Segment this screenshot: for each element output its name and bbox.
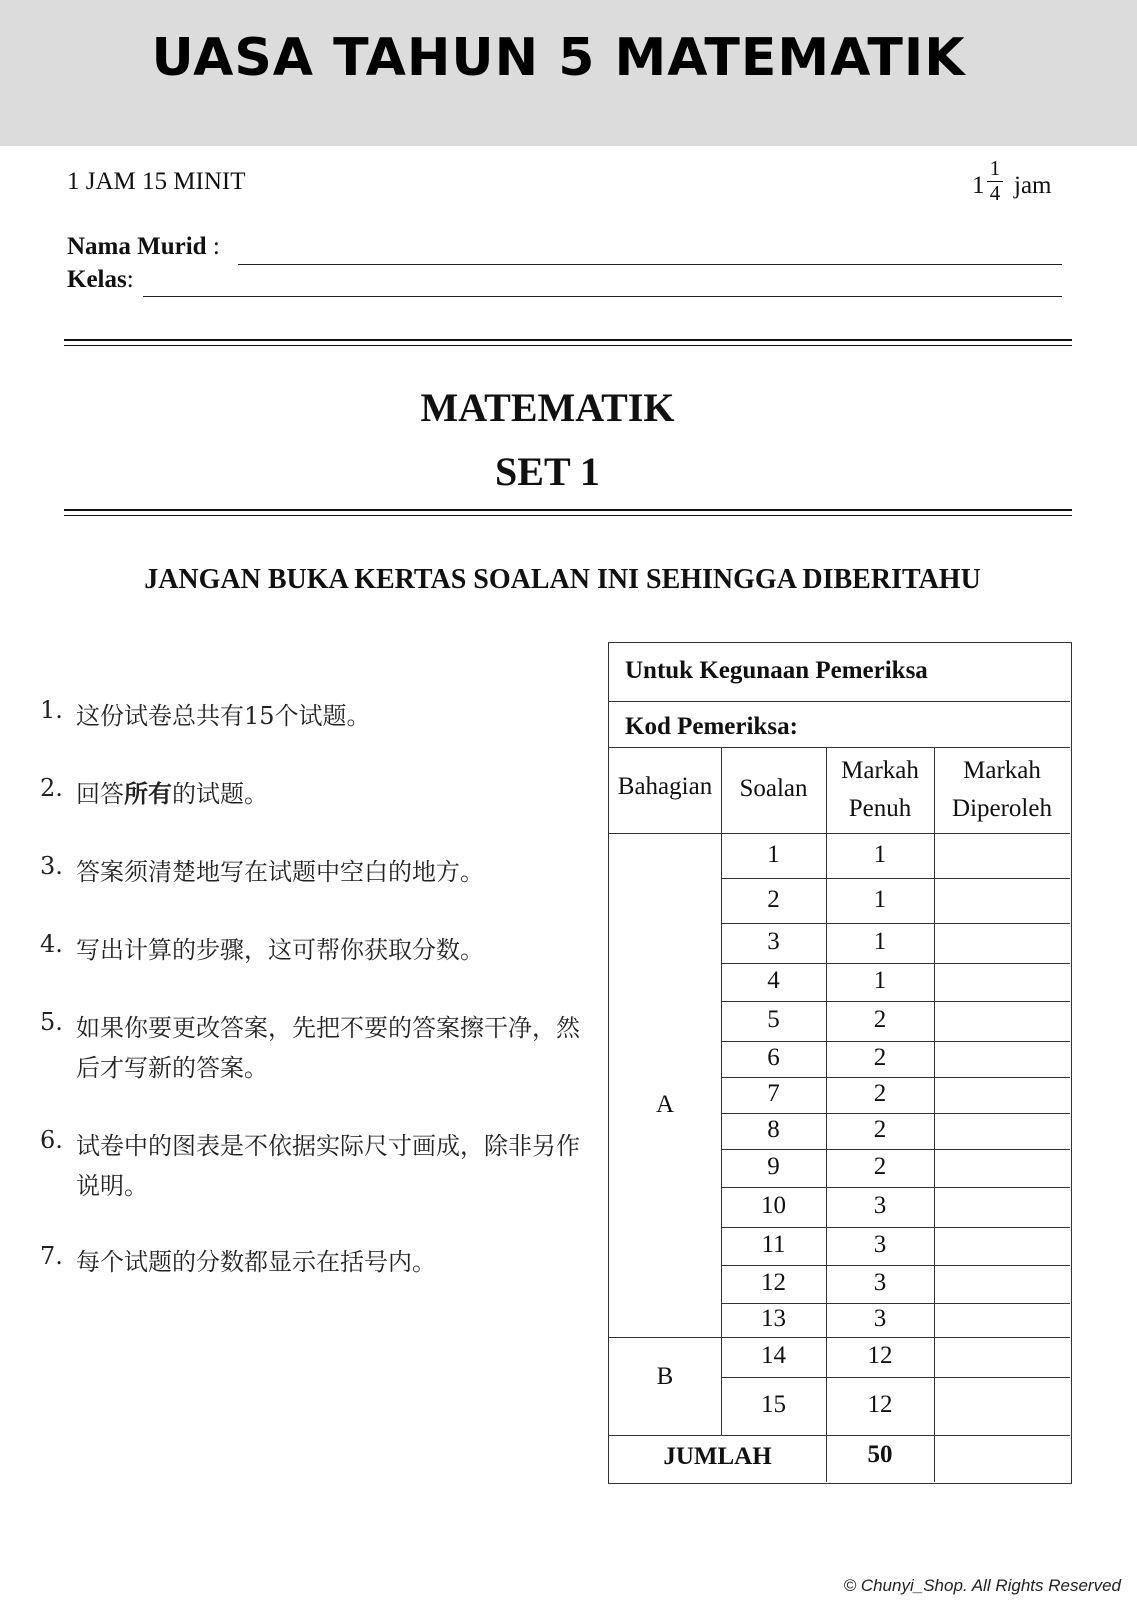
examiner-table-title: Untuk Kegunaan Pemeriksa <box>625 657 928 684</box>
question-number-cell: 10 <box>761 1192 786 1219</box>
obtained-mark-cell[interactable] <box>935 964 1070 1000</box>
header-banner <box>0 0 1137 146</box>
instruction-text <box>76 774 596 814</box>
subject-heading: MATEMATIK <box>420 385 675 430</box>
obtained-mark-cell[interactable] <box>935 1304 1070 1336</box>
section-a-label: A <box>655 1091 675 1118</box>
section-b-label: B <box>656 1363 674 1390</box>
obtained-mark-cell[interactable] <box>935 1078 1070 1112</box>
total-label: JUMLAH <box>663 1443 772 1470</box>
examiner-code-label: Kod Pemeriksa: <box>625 713 798 740</box>
question-number-cell: 5 <box>767 1006 780 1033</box>
obtained-mark-cell[interactable] <box>935 924 1070 962</box>
table-rule <box>609 1337 1070 1338</box>
instruction-number: 5. <box>40 1008 63 1036</box>
obtained-mark-cell[interactable] <box>935 1228 1070 1264</box>
table-rule <box>609 701 1070 702</box>
class-label: Kelas <box>67 266 127 293</box>
duration-unit: jam <box>1014 172 1052 199</box>
question-number-cell: 11 <box>761 1231 786 1258</box>
obtained-mark-cell[interactable] <box>935 1378 1070 1434</box>
table-rule <box>609 747 1070 748</box>
question-number-cell: 2 <box>767 885 780 913</box>
divider-top <box>64 339 1072 346</box>
instruction-text: 这份试卷总共有15个试题。 <box>76 702 371 730</box>
question-number-cell: 14 <box>761 1342 786 1369</box>
student-name-row <box>67 233 220 261</box>
full-mark-cell: 12 <box>867 1342 893 1369</box>
examiner-score-table <box>608 642 1072 1484</box>
obtained-mark-cell[interactable] <box>935 1042 1070 1076</box>
instruction-number: 3. <box>40 852 63 880</box>
question-number-cell: 8 <box>767 1116 780 1143</box>
total-value: 50 <box>867 1441 893 1468</box>
full-mark-cell: 1 <box>873 928 887 955</box>
divider-bottom <box>64 509 1072 516</box>
duration-text: 1 JAM 15 MINIT <box>67 168 246 195</box>
warning-notice: JANGAN BUKA KERTAS SOALAN INI SEHINGGA DIBERITAHU <box>144 564 981 595</box>
question-number-cell: 4 <box>767 967 780 994</box>
question-number-cell: 3 <box>767 928 780 955</box>
set-heading: SET 1 <box>495 449 600 494</box>
header-obtained-line1: Markah <box>963 757 1041 784</box>
copyright-footer: © Chunyi_Shop. All Rights Reserved <box>843 1576 1121 1595</box>
question-number-cell: 12 <box>761 1269 786 1296</box>
class-separator: : <box>126 266 134 293</box>
instruction-number: 1. <box>40 696 63 724</box>
header-question: Soalan <box>739 775 808 802</box>
full-mark-cell: 1 <box>873 840 887 868</box>
obtained-mark-cell[interactable] <box>935 834 1070 877</box>
full-mark-cell: 3 <box>873 1231 887 1258</box>
header-full-mark-line2: Penuh <box>848 795 912 822</box>
document-title: UASA TAHUN 5 MATEMATIK <box>151 28 966 88</box>
obtained-mark-cell[interactable] <box>935 1338 1070 1376</box>
instruction-emphasis: 所有 <box>124 779 172 808</box>
question-number-cell: 13 <box>761 1305 786 1332</box>
instruction-number: 7. <box>40 1242 63 1270</box>
full-mark-cell: 3 <box>873 1305 887 1332</box>
student-name-label: Nama Murid <box>67 233 207 260</box>
obtained-mark-cell[interactable] <box>935 1114 1070 1148</box>
full-mark-cell: 2 <box>873 1116 887 1143</box>
full-mark-cell: 3 <box>873 1269 887 1296</box>
header-full-mark-line1: Markah <box>841 757 919 784</box>
full-mark-cell: 1 <box>873 967 887 994</box>
instruction-text: 答案须清楚地写在试题中空白的地方。 <box>76 858 484 886</box>
obtained-mark-cell[interactable] <box>935 1002 1070 1040</box>
total-obtained-cell[interactable] <box>935 1436 1070 1482</box>
header-obtained-line2: Diperoleh <box>952 795 1052 822</box>
instruction-text-part: 回答 <box>76 780 124 808</box>
question-number-cell: 9 <box>767 1153 780 1180</box>
full-mark-cell: 2 <box>873 1153 887 1180</box>
question-number-cell: 6 <box>767 1044 780 1071</box>
full-mark-cell: 3 <box>873 1192 887 1219</box>
question-number-cell: 1 <box>767 840 780 868</box>
class-row <box>67 266 134 294</box>
full-mark-cell: 12 <box>867 1391 893 1418</box>
instruction-text: 试卷中的图表是不依据实际尺寸画成，除非另作说明。 <box>76 1132 580 1200</box>
duration-whole: 1 <box>972 172 985 199</box>
instruction-number: 2. <box>40 774 63 802</box>
obtained-mark-cell[interactable] <box>935 879 1070 922</box>
instruction-number: 6. <box>40 1126 63 1154</box>
question-number-cell: 7 <box>767 1080 780 1107</box>
instruction-text: 每个试题的分数都显示在括号内。 <box>76 1248 436 1276</box>
instruction-number: 4. <box>40 930 63 958</box>
duration-fraction-part <box>987 158 1003 204</box>
full-mark-cell: 2 <box>873 1080 887 1107</box>
full-mark-cell: 2 <box>873 1006 887 1033</box>
student-name-separator: : <box>206 233 220 260</box>
class-field[interactable] <box>143 296 1062 297</box>
question-number-cell: 15 <box>761 1391 786 1418</box>
header-section: Bahagian <box>617 773 713 800</box>
fraction-denominator: 4 <box>989 181 1001 205</box>
instruction-text-part: 的试题。 <box>172 780 268 808</box>
obtained-mark-cell[interactable] <box>935 1266 1070 1302</box>
obtained-mark-cell[interactable] <box>935 1150 1070 1186</box>
instruction-text: 写出计算的步骤，这可帮你获取分数。 <box>76 936 484 964</box>
student-name-field[interactable] <box>238 264 1062 265</box>
full-mark-cell: 2 <box>873 1044 887 1071</box>
fraction-numerator: 1 <box>989 156 1001 180</box>
obtained-mark-cell[interactable] <box>935 1188 1070 1226</box>
full-mark-cell: 1 <box>873 885 887 913</box>
instruction-text: 如果你要更改答案，先把不要的答案擦干净，然后才写新的答案。 <box>76 1014 580 1082</box>
